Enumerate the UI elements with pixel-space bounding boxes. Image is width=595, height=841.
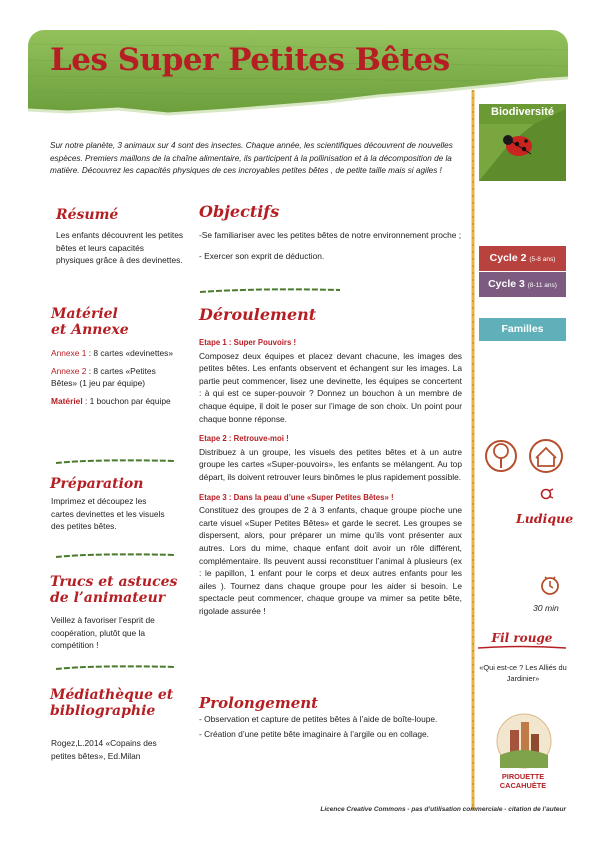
mediatheque-text: Rogez,L.2014 «Copains des petites bêtes», Ed.Milan [51,738,157,761]
step-title: Etape 1 : Super Pouvoirs ! [199,338,297,347]
deroulement-heading: Déroulement [199,305,317,324]
familles-badge: Familles [479,318,566,341]
brush-divider [200,287,340,293]
trucs-heading-line1: Trucs et astuces [50,574,178,590]
materiel-heading-line1: Matériel [51,306,118,322]
materiel-heading-line2: et Annexe [51,322,129,338]
trucs-text: Veillez à favoriser l’esprit de coopération, plutôt que la compétition ! [51,615,155,651]
intro-text: Sur notre planète, 3 animaux sur 4 sont des insectes. Chaque année, les scientifiques découvrent de nouvelles espèces. Premiers maillons de la chaîne alimentaire, ils participent à la pollinisation et à la décomposition de la matière. Découvrez les capacités physiques de ces incroyables petites bêtes , de petite taille mais si agiles ! [50,141,453,176]
page-title: Les Super Petites Bêtes [50,42,450,78]
duration-label: 30 min [533,603,559,613]
objectif-item: -Se familiariser avec les petites bêtes de notre environnement proche ; [199,230,462,240]
materiel-item [51,395,179,408]
step-title: Etape 3 : Dans la peau d’une «Super Petites Bêtes» ! [199,492,394,502]
mediatheque-heading-line2: bibliographie [50,703,156,719]
ludique-label: Ludique [516,511,574,526]
annexe1-item [51,347,179,360]
annexe2-item [51,365,179,390]
objectifs-heading: Objectifs [199,202,280,221]
resume-heading: Résumé [56,207,119,223]
ludique-icon [540,488,554,500]
clock-icon [540,574,560,596]
preparation-text: Imprimez et découpez les cartes devinettes et les visuels des petites bêtes. [51,496,165,532]
brush-divider [56,458,176,464]
tree-icon [486,441,516,471]
theme-label: Biodiversité [491,106,554,118]
trucs-heading [50,574,190,606]
prolongement-item: - Observation et capture de petites bêtes à l’aide de boîte-loupe. [199,714,438,724]
logo-text [490,772,556,790]
materiel-text: : 1 bouchon par équipe [82,395,171,406]
step-text: Composez deux équipes et placez devant chacune, les images des petites bêtes. Les enfants observent et échangent sur les images. La partie peut commencer, lisez une devinette, les équipes se concertent : à qui est ce super-pouvoir ? Donnez un bouchon à un membre de chaque équipe, il doit le poser sur l’image de son choix. Un point pour chaque bonne réponse. [199,350,462,424]
cycle2-label: Cycle 2 [489,252,527,264]
materiel-label: Matériel [51,395,83,406]
preparation-heading: Préparation [50,476,144,492]
column-divider [470,90,476,810]
step-title: Etape 2 : Retrouve-moi ! [199,434,289,444]
annexe1-text: : 8 cartes «devinettes» [86,348,173,358]
step-text: Distribuez à un groupe, les visuels des petites bêtes et à un autre groupe les cartes «Super-pouvoirs», les enfants se mélangent. Au top départ, ils doivent retrouver leurs binômes le plus rapidement possible. [199,446,462,482]
fil-rouge-underline [478,645,566,651]
logo-line1: PIROUETTE [501,772,545,781]
prolongement-item: - Création d’une petite bête imaginaire à l’argile ou en collage. [199,728,429,739]
trucs-heading-line2: de l’animateur [50,590,166,606]
license-footer: Licence Creative Commons - pas d’utilisation commerciale - citation de l’auteur [320,806,566,813]
cycle3-label: Cycle 3 [488,278,525,290]
cycle2-age: (5-8 ans) [529,256,556,263]
materiel-list [51,347,179,407]
resume-text: Les enfants découvrent les petites bêtes et leurs capacités physiques grâce à des devinettes. [56,230,184,266]
cycle2-badge [479,246,566,271]
annexe1-label: Annexe 1 [51,348,87,358]
step-text: Constituez des groupes de 2 à 3 enfants, chaque groupe pioche une carte visuel «Super Petites Bêtes» et garde le secret. Les groupes se dispersent, alors, pour préparer un mime qu’ils vont présenter aux autres. Lors du mime, chaque enfant doit avoir un rôle différent, complémentaire. Ils peuvent aussi reconstituer l’animal à plusieurs (ex : le papillon, 1 enfant pour le corps et deux autres enfants pour les ailes ). Tournez dans chaque groupe pour les aider si besoin. Le spectacle peut commencer, chaque groupe va mimer sa petite bête, rigolade assurée ! [199,505,462,616]
prolongement-list [199,713,462,740]
annexe2-text: : 8 cartes «Petites Bêtes» (1 jeu par équipe) [51,365,156,389]
cycle3-badge [479,272,566,297]
prolongement-heading: Prolongement [199,694,319,712]
house-icon [530,440,562,472]
deroulement-steps [199,337,462,617]
materiel-heading [51,306,191,338]
fil-rouge-text: «Qui est-ce ? Les Alliés du Jardinier» [479,663,567,684]
objectif-item: - Exercer son exprit de déduction. [199,250,325,261]
mediatheque-heading [50,687,200,719]
logo-line2: CACAHUÈTE [499,781,547,790]
objectifs-list [199,229,464,262]
annexe2-label: Annexe 2 [51,365,87,376]
pirouette-cacahuete-logo [496,710,552,772]
fil-rouge-heading: Fil rouge [491,631,553,645]
mediatheque-heading-line1: Médiathèque et [50,687,174,703]
location-icons [484,434,566,478]
brush-divider [56,664,176,670]
cycle3-age: (8-11 ans) [527,282,557,289]
brush-divider [56,552,176,558]
